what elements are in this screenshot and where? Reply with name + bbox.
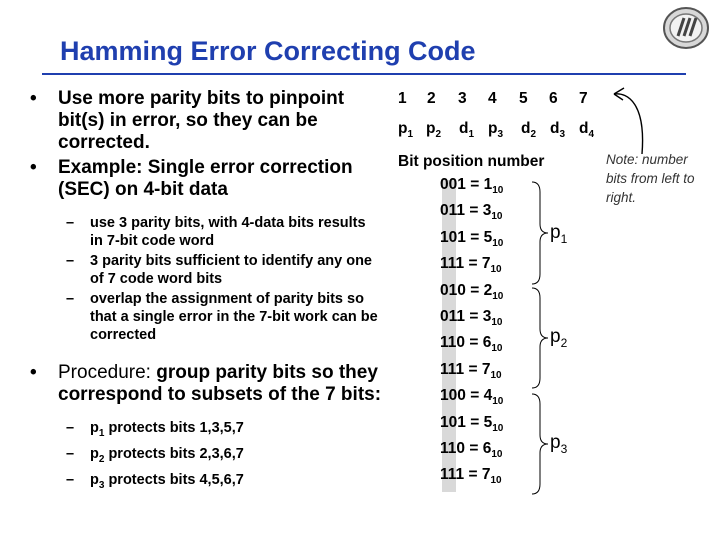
parity-name: p — [90, 471, 99, 488]
position-row: $001 = 1_{10}$ — [440, 176, 504, 197]
sub-bullet-text: 3 parity bits sufficient to identify any one of 7 code word bits — [90, 253, 372, 287]
group-label-p1: $p_1$ — [550, 222, 568, 246]
parity-text: protects bits 4,5,6,7 — [108, 471, 244, 488]
group-brace-p2 — [528, 286, 552, 390]
position-row: $010 = 2_{10}$ — [440, 281, 504, 302]
sub-bullet — [30, 252, 382, 288]
position-row: $101 = 5_{10}$ — [440, 228, 504, 249]
position-row: $110 = 6_{10}$ — [440, 439, 503, 460]
sub-bullet-text: overlap the assignment of parity bits so that a single error in the 7-bit work can be corrected — [90, 291, 378, 343]
parity-item — [30, 471, 382, 495]
title-underline — [42, 73, 686, 75]
parity-name: p — [90, 445, 99, 462]
bullet-2-text: Example: Single error correction (SEC) on 4-bit data — [58, 157, 353, 200]
bit-name: $d_1$ — [459, 120, 475, 141]
parity-item — [30, 419, 382, 443]
dash-glyph: – — [66, 253, 75, 269]
bullet-glyph: • — [30, 88, 37, 109]
bit-number: 1 — [398, 90, 407, 107]
bit-name: $p_1$ — [398, 120, 414, 141]
group-brace-p3 — [528, 392, 552, 496]
procedure-lead: Procedure: — [58, 362, 151, 383]
bullet-3 — [30, 362, 382, 406]
university-seal-icon — [662, 6, 710, 50]
position-row: $100 = 4_{10}$ — [440, 387, 504, 408]
bit-name: $p_2$ — [426, 120, 442, 141]
procedure-text: group parity bits so they correspond to subsets of the 7 bits: — [58, 362, 382, 405]
sub-bullet — [30, 290, 382, 344]
position-row: $110 = 6_{10}$ — [440, 334, 503, 355]
bullet-1-text: Use more parity bits to pinpoint bit(s) in error, so they can be corrected. — [58, 88, 345, 153]
bit-name: $d_4$ — [579, 120, 595, 141]
bit-name-row — [398, 120, 594, 140]
bit-name: $d_2$ — [521, 120, 537, 141]
bullet-glyph: • — [30, 157, 37, 178]
left-to-right-arrow-icon — [600, 84, 648, 160]
parity-text: protects bits 1,3,5,7 — [108, 420, 244, 436]
bit-number: 5 — [519, 90, 528, 107]
position-row: $111 = 7_{10}$ — [440, 466, 502, 487]
parity-item — [30, 445, 382, 469]
position-row: $101 = 5_{10}$ — [440, 413, 504, 434]
position-row: $111 = 7_{10}$ — [440, 255, 502, 276]
group-label-p3: $p_3$ — [550, 432, 568, 456]
parity-sub: 3 — [98, 479, 105, 491]
parity-sub: 2 — [98, 453, 105, 465]
note-text: Note: number bits from left to right. — [606, 152, 695, 205]
bullet-1 — [30, 88, 382, 154]
dash-glyph: – — [66, 215, 75, 231]
group-brace-p1 — [528, 180, 552, 286]
dash-glyph: – — [66, 445, 75, 462]
slide-title: Hamming Error Correcting Code — [60, 36, 476, 66]
dash-glyph: – — [66, 471, 75, 488]
parity-text: protects bits 2,3,6,7 — [108, 445, 244, 462]
bit-position-label: Bit position number — [398, 153, 545, 170]
bit-name: $d_3$ — [550, 120, 566, 141]
dash-glyph: – — [66, 420, 75, 436]
bit-name: $p_3$ — [488, 120, 504, 141]
bit-number: 3 — [458, 90, 467, 107]
sub-bullet — [30, 214, 382, 250]
group-label-p2: $p_2$ — [550, 326, 568, 350]
bit-number: 4 — [488, 90, 497, 107]
bullet-glyph: • — [30, 362, 37, 383]
position-table — [440, 176, 530, 493]
parity-name: p — [90, 420, 99, 436]
bit-number: 2 — [427, 90, 436, 107]
position-row: $011 = 3_{10}$ — [440, 307, 503, 329]
bit-number: 7 — [579, 90, 588, 107]
position-row: $111 = 7_{10}$ — [440, 360, 502, 381]
left-column — [30, 88, 382, 497]
bit-number: 6 — [549, 90, 558, 107]
bit-number-row — [398, 90, 588, 108]
parity-sub: 1 — [98, 427, 105, 439]
dash-glyph: – — [66, 291, 75, 307]
position-row: $011 = 3_{10}$ — [440, 202, 503, 223]
sub-bullet-text: use 3 parity bits, with 4-data bits results in 7-bit code word — [90, 215, 366, 249]
bullet-2 — [30, 157, 382, 201]
